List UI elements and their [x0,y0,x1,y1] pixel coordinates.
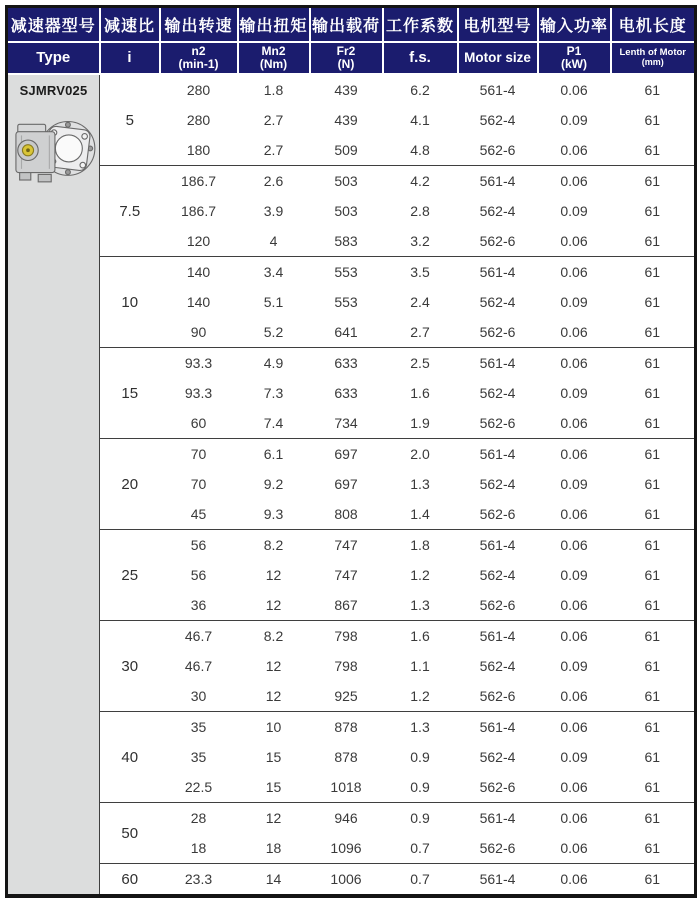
output-speed-cell: 93.3 [160,378,238,408]
output-torque-cell: 5.2 [238,317,310,348]
col-header-length-zh: 电机长度 [611,7,696,43]
output-speed-cell: 70 [160,469,238,499]
output-load-cell: 439 [310,105,383,135]
motor-length-cell: 61 [611,378,696,408]
output-torque-cell: 12 [238,560,310,590]
motor-size-cell: 562-6 [458,681,538,712]
output-torque-cell: 2.7 [238,105,310,135]
ratio-cell: 30 [100,621,160,712]
motor-length-cell: 61 [611,681,696,712]
col-header-load-en: Fr2 (N) [310,42,383,74]
motor-size-cell: 562-4 [458,105,538,135]
ratio-cell: 5 [100,74,160,166]
output-torque-cell: 9.3 [238,499,310,530]
output-speed-cell: 70 [160,439,238,470]
service-factor-cell: 2.8 [383,196,458,226]
col-header-service-en: f.s. [383,42,458,74]
motor-size-cell: 561-4 [458,864,538,897]
motor-length-cell: 61 [611,864,696,897]
output-speed-cell: 23.3 [160,864,238,897]
service-factor-cell: 4.8 [383,135,458,166]
motor-size-cell: 561-4 [458,257,538,288]
col-header-motor-en: Motor size [458,42,538,74]
gearbox-spec-table [5,5,697,898]
input-power-cell: 0.06 [538,499,611,530]
output-speed-cell: 90 [160,317,238,348]
output-speed-cell: 35 [160,742,238,772]
motor-length-cell: 61 [611,499,696,530]
table-row [7,257,696,288]
output-load-cell: 641 [310,317,383,348]
output-torque-cell: 7.4 [238,408,310,439]
output-load-cell: 1006 [310,864,383,897]
output-torque-cell: 3.4 [238,257,310,288]
output-load-cell: 798 [310,651,383,681]
output-load-cell: 747 [310,560,383,590]
output-speed-cell: 186.7 [160,166,238,197]
output-load-cell: 747 [310,530,383,561]
output-load-cell: 878 [310,712,383,743]
ratio-cell: 20 [100,439,160,530]
motor-size-cell: 562-6 [458,833,538,864]
col-header-ratio-en: i [100,42,160,74]
motor-length-cell: 61 [611,226,696,257]
output-load-cell: 878 [310,742,383,772]
motor-length-cell: 61 [611,530,696,561]
motor-length-cell: 61 [611,469,696,499]
input-power-cell: 0.09 [538,287,611,317]
output-load-cell: 503 [310,166,383,197]
output-speed-cell: 18 [160,833,238,864]
table-row [7,803,696,834]
output-speed-cell: 45 [160,499,238,530]
output-torque-cell: 7.3 [238,378,310,408]
motor-size-cell: 562-4 [458,378,538,408]
input-power-cell: 0.09 [538,560,611,590]
motor-length-cell: 61 [611,590,696,621]
ratio-cell: 15 [100,348,160,439]
output-speed-cell: 36 [160,590,238,621]
motor-length-cell: 61 [611,560,696,590]
motor-length-cell: 61 [611,712,696,743]
table-body [7,74,696,896]
model-cell [7,74,100,896]
output-load-cell: 633 [310,348,383,379]
output-load-cell: 925 [310,681,383,712]
motor-size-cell: 562-4 [458,287,538,317]
motor-length-cell: 61 [611,439,696,470]
motor-size-cell: 562-4 [458,196,538,226]
motor-size-cell: 562-6 [458,317,538,348]
output-speed-cell: 46.7 [160,651,238,681]
service-factor-cell: 1.3 [383,469,458,499]
col-header-torque-zh: 输出扭矩 [238,7,310,43]
service-factor-cell: 0.9 [383,803,458,834]
motor-size-cell: 561-4 [458,712,538,743]
output-load-cell: 1096 [310,833,383,864]
input-power-cell: 0.09 [538,196,611,226]
motor-size-cell: 561-4 [458,530,538,561]
output-torque-cell: 15 [238,742,310,772]
output-speed-cell: 56 [160,530,238,561]
output-speed-cell: 120 [160,226,238,257]
service-factor-cell: 6.2 [383,74,458,105]
input-power-cell: 0.06 [538,226,611,257]
input-power-cell: 0.06 [538,166,611,197]
input-power-cell: 0.06 [538,530,611,561]
motor-size-cell: 562-6 [458,226,538,257]
col-header-load-zh: 输出载荷 [310,7,383,43]
output-torque-cell: 9.2 [238,469,310,499]
motor-size-cell: 562-6 [458,772,538,803]
input-power-cell: 0.06 [538,803,611,834]
input-power-cell: 0.06 [538,681,611,712]
service-factor-cell: 1.3 [383,590,458,621]
service-factor-cell: 0.7 [383,864,458,897]
input-power-cell: 0.06 [538,772,611,803]
service-factor-cell: 1.6 [383,378,458,408]
input-power-cell: 0.06 [538,439,611,470]
ratio-cell: 60 [100,864,160,897]
motor-size-cell: 562-4 [458,651,538,681]
output-speed-cell: 140 [160,257,238,288]
output-speed-cell: 56 [160,560,238,590]
input-power-cell: 0.06 [538,408,611,439]
input-power-cell: 0.09 [538,105,611,135]
motor-length-cell: 61 [611,651,696,681]
output-speed-cell: 180 [160,135,238,166]
service-factor-cell: 2.5 [383,348,458,379]
foot-shape [38,174,51,181]
output-speed-cell: 28 [160,803,238,834]
col-header-power-en: P1 (kW) [538,42,611,74]
input-power-cell: 0.06 [538,348,611,379]
motor-size-cell: 561-4 [458,166,538,197]
output-speed-cell: 186.7 [160,196,238,226]
motor-length-cell: 61 [611,257,696,288]
service-factor-cell: 1.1 [383,651,458,681]
motor-length-cell: 61 [611,742,696,772]
col-header-torque-en: Mn2 (Nm) [238,42,310,74]
output-torque-cell: 4.9 [238,348,310,379]
output-torque-cell: 12 [238,590,310,621]
service-factor-cell: 3.5 [383,257,458,288]
col-header-length-en: Lenth of Motor (mm) [611,42,696,74]
motor-size-cell: 562-4 [458,742,538,772]
service-factor-cell: 1.4 [383,499,458,530]
ratio-cell: 50 [100,803,160,864]
output-load-cell: 439 [310,74,383,105]
col-header-type-zh: 减速器型号 [7,7,100,43]
output-torque-cell: 4 [238,226,310,257]
output-load-cell: 697 [310,439,383,470]
output-torque-cell: 2.7 [238,135,310,166]
col-header-ratio-zh: 减速比 [100,7,160,43]
motor-length-cell: 61 [611,772,696,803]
output-load-cell: 503 [310,196,383,226]
col-header-speed-en: n2 (min-1) [160,42,238,74]
service-factor-cell: 1.2 [383,681,458,712]
service-factor-cell: 1.2 [383,560,458,590]
model-label: SJMRV025 [19,83,88,98]
ratio-cell: 7.5 [100,166,160,257]
output-load-cell: 697 [310,469,383,499]
service-factor-cell: 1.3 [383,712,458,743]
output-torque-cell: 18 [238,833,310,864]
foot-shape [19,173,30,180]
table-row [7,864,696,897]
output-load-cell: 734 [310,408,383,439]
motor-size-cell: 561-4 [458,439,538,470]
output-load-cell: 583 [310,226,383,257]
header-row-zh [7,7,696,43]
output-speed-cell: 280 [160,105,238,135]
motor-length-cell: 61 [611,621,696,652]
input-power-cell: 0.06 [538,712,611,743]
output-load-cell: 633 [310,378,383,408]
col-header-motor-zh: 电机型号 [458,7,538,43]
output-torque-cell: 8.2 [238,621,310,652]
input-power-cell: 0.09 [538,378,611,408]
motor-length-cell: 61 [611,408,696,439]
service-factor-cell: 4.2 [383,166,458,197]
table-row [7,74,696,105]
table-row [7,439,696,470]
motor-length-cell: 61 [611,166,696,197]
input-power-cell: 0.06 [538,257,611,288]
motor-length-cell: 61 [611,317,696,348]
output-torque-cell: 12 [238,803,310,834]
motor-size-cell: 561-4 [458,348,538,379]
motor-length-cell: 61 [611,287,696,317]
input-power-cell: 0.06 [538,135,611,166]
table-row [7,530,696,561]
input-power-cell: 0.06 [538,590,611,621]
motor-size-cell: 561-4 [458,74,538,105]
input-power-cell: 0.09 [538,651,611,681]
table-row [7,712,696,743]
output-load-cell: 553 [310,287,383,317]
output-torque-cell: 3.9 [238,196,310,226]
output-torque-cell: 12 [238,681,310,712]
col-header-speed-zh: 输出转速 [160,7,238,43]
motor-length-cell: 61 [611,833,696,864]
service-factor-cell: 0.9 [383,772,458,803]
motor-size-cell: 562-6 [458,499,538,530]
output-torque-cell: 2.6 [238,166,310,197]
input-power-cell: 0.06 [538,621,611,652]
gearbox-product-image [12,102,96,206]
output-speed-cell: 46.7 [160,621,238,652]
input-power-cell: 0.06 [538,833,611,864]
motor-size-cell: 562-6 [458,135,538,166]
table-row [7,621,696,652]
output-load-cell: 553 [310,257,383,288]
output-speed-cell: 60 [160,408,238,439]
motor-size-cell: 561-4 [458,803,538,834]
service-factor-cell: 1.9 [383,408,458,439]
output-torque-cell: 5.1 [238,287,310,317]
service-factor-cell: 2.4 [383,287,458,317]
service-factor-cell: 4.1 [383,105,458,135]
motor-length-cell: 61 [611,348,696,379]
table-row [7,348,696,379]
service-factor-cell: 0.9 [383,742,458,772]
input-power-cell: 0.06 [538,74,611,105]
header-row-en [7,42,696,74]
motor-length-cell: 61 [611,196,696,226]
output-load-cell: 509 [310,135,383,166]
output-load-cell: 946 [310,803,383,834]
input-power-cell: 0.09 [538,742,611,772]
ratio-cell: 40 [100,712,160,803]
table-row [7,166,696,197]
ratio-cell: 10 [100,257,160,348]
output-torque-cell: 6.1 [238,439,310,470]
output-torque-cell: 10 [238,712,310,743]
output-torque-cell: 8.2 [238,530,310,561]
motor-size-cell: 562-6 [458,408,538,439]
motor-length-cell: 61 [611,74,696,105]
table-header [7,7,696,75]
output-speed-cell: 140 [160,287,238,317]
motor-size-cell: 562-4 [458,469,538,499]
service-factor-cell: 1.6 [383,621,458,652]
service-factor-cell: 3.2 [383,226,458,257]
output-load-cell: 798 [310,621,383,652]
output-speed-cell: 30 [160,681,238,712]
motor-length-cell: 61 [611,105,696,135]
output-torque-cell: 15 [238,772,310,803]
service-factor-cell: 2.7 [383,317,458,348]
input-power-cell: 0.06 [538,317,611,348]
output-torque-cell: 12 [238,651,310,681]
output-load-cell: 808 [310,499,383,530]
input-power-cell: 0.06 [538,864,611,897]
output-load-cell: 867 [310,590,383,621]
output-speed-cell: 93.3 [160,348,238,379]
output-speed-cell: 35 [160,712,238,743]
service-factor-cell: 1.8 [383,530,458,561]
ratio-cell: 25 [100,530,160,621]
col-header-type-en: Type [7,42,100,74]
output-torque-cell: 1.8 [238,74,310,105]
output-speed-cell: 280 [160,74,238,105]
input-power-cell: 0.09 [538,469,611,499]
motor-size-cell: 561-4 [458,621,538,652]
output-torque-cell: 14 [238,864,310,897]
motor-length-cell: 61 [611,803,696,834]
service-factor-cell: 2.0 [383,439,458,470]
col-header-service-zh: 工作系数 [383,7,458,43]
service-factor-cell: 0.7 [383,833,458,864]
motor-length-cell: 61 [611,135,696,166]
motor-size-cell: 562-6 [458,590,538,621]
motor-size-cell: 562-4 [458,560,538,590]
output-load-cell: 1018 [310,772,383,803]
col-header-power-zh: 输入功率 [538,7,611,43]
output-speed-cell: 22.5 [160,772,238,803]
